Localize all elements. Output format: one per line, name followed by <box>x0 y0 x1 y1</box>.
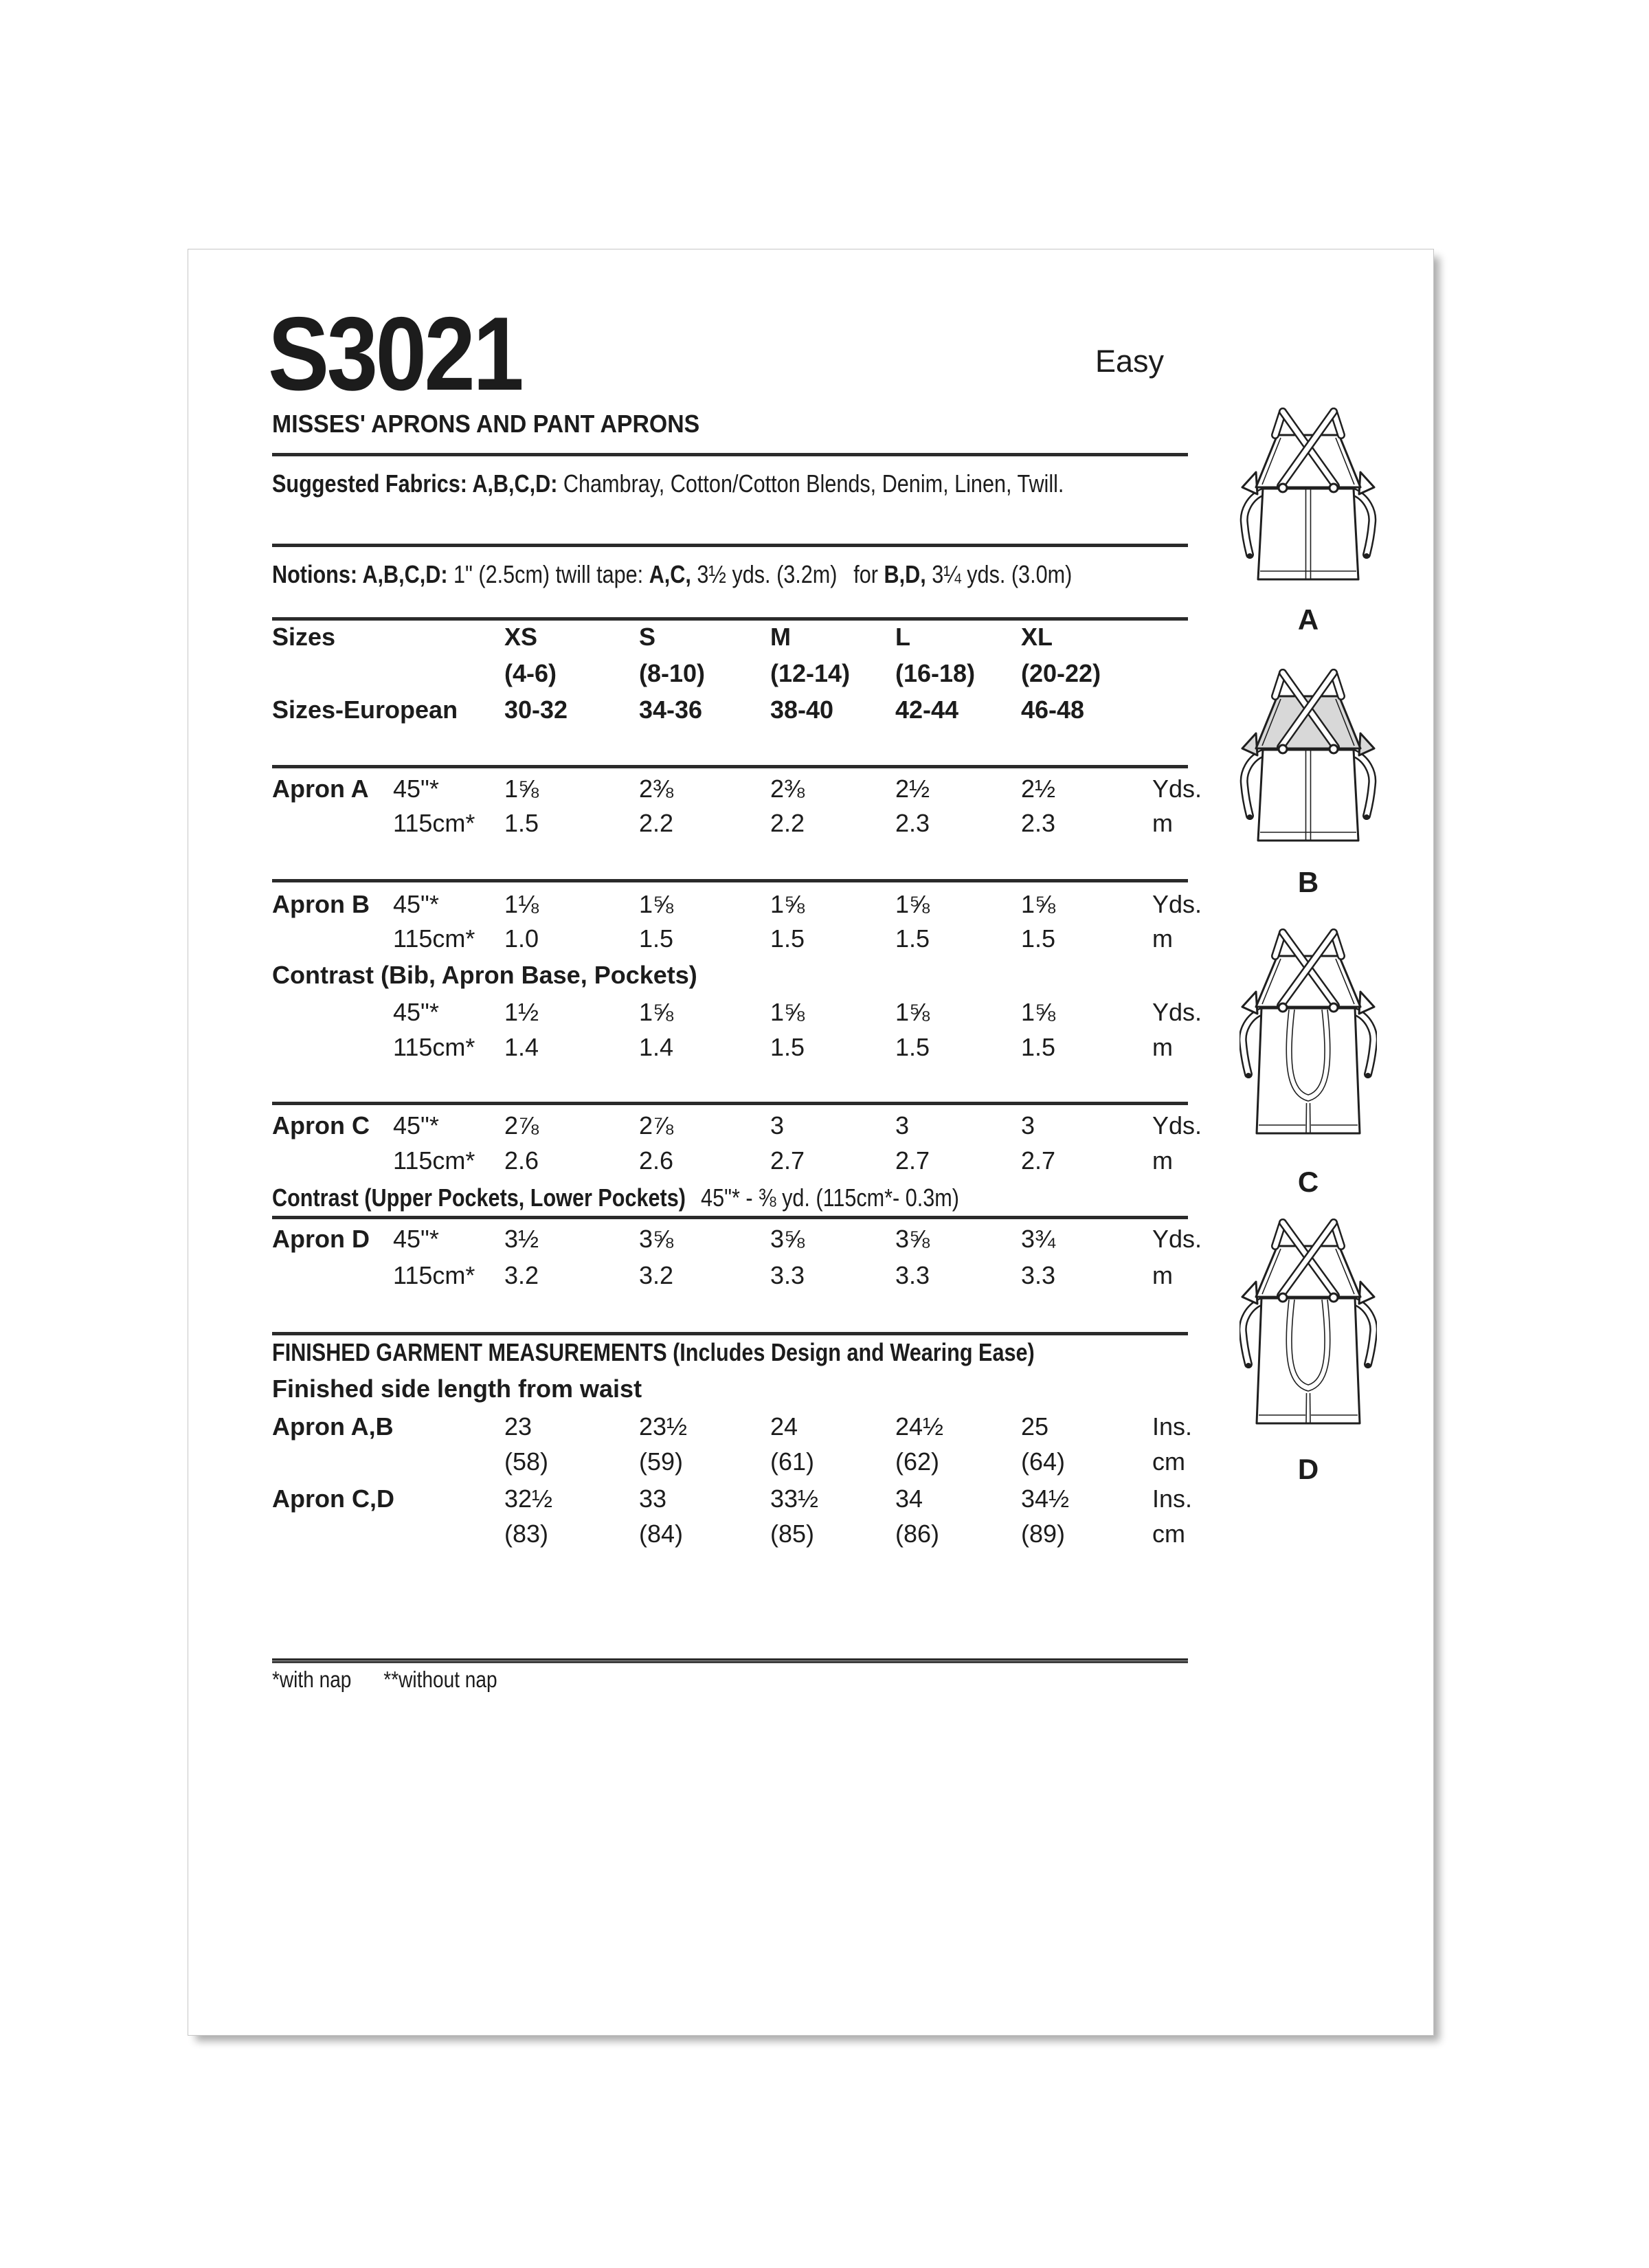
size-cell: 3¾ <box>1021 1225 1056 1253</box>
table-heading-text: Contrast (Upper Pockets, Lower Pockets) <box>272 1183 686 1212</box>
row-label <box>272 1449 393 1474</box>
size-cell: XL <box>1021 623 1053 651</box>
table-row-sizes-european <box>272 698 1262 722</box>
table-row-apron-b-yd <box>272 892 1262 917</box>
size-cell: (64) <box>1021 1447 1066 1476</box>
size-cell: 3½ <box>504 1225 539 1253</box>
size-cell: 1.5 <box>504 809 539 837</box>
apron-d-label: D <box>1297 1453 1319 1485</box>
size-cell: 1.5 <box>1021 924 1056 953</box>
difficulty-label: Easy <box>1095 344 1164 379</box>
table-row-finished-heading <box>272 1340 1169 1365</box>
text-segment: 3¼ yds. (3.0m) <box>932 560 1073 588</box>
size-cell: S <box>639 623 656 651</box>
size-cell: 1⅝ <box>770 890 805 918</box>
apron-c-label: C <box>1297 1166 1319 1198</box>
table-row-apron-d-yd <box>272 1227 1262 1252</box>
size-cell: 23 <box>504 1412 532 1441</box>
notions-text <box>272 560 1072 588</box>
table-row-apron-d-m <box>272 1263 1262 1288</box>
size-cell: 2.7 <box>895 1146 930 1175</box>
size-cell: 23½ <box>639 1412 688 1441</box>
width-cell: 115cm* <box>393 1033 475 1061</box>
table-row-apron-c-yd <box>272 1113 1262 1138</box>
size-cell: 2.2 <box>639 809 674 837</box>
unit-cell: Yds. <box>1152 890 1202 918</box>
row-label: Apron C <box>272 1111 370 1139</box>
size-cell: 34 <box>895 1485 923 1513</box>
width-cell: 45"* <box>393 1111 439 1139</box>
section-divider <box>272 453 1188 456</box>
size-cell: L <box>895 623 910 651</box>
width-cell: 115cm* <box>393 809 475 837</box>
size-cell: (59) <box>639 1447 684 1476</box>
row-label <box>272 811 393 836</box>
size-cell: (83) <box>504 1520 549 1548</box>
table-row-apron-a-yd <box>272 777 1262 801</box>
row-label: Apron D <box>272 1225 370 1253</box>
apron-d-illustration <box>1239 1219 1377 1438</box>
row-label: Apron B <box>272 890 370 918</box>
size-cell: 2.6 <box>639 1146 674 1175</box>
section-divider <box>272 544 1188 547</box>
section-divider <box>272 765 1188 768</box>
width-cell: 45"* <box>393 998 439 1026</box>
size-cell: 1.5 <box>895 924 930 953</box>
unit-cell: m <box>1152 1261 1173 1289</box>
unit-cell: m <box>1152 1033 1173 1061</box>
size-cell: (16-18) <box>895 659 976 687</box>
size-cell: 3 <box>1021 1111 1035 1139</box>
size-cell: 24 <box>770 1412 798 1441</box>
section-divider <box>272 1102 1188 1105</box>
row-label: Apron C,D <box>272 1485 394 1513</box>
size-cell: 3 <box>770 1111 785 1139</box>
table-row-size-ranges <box>272 661 1262 686</box>
row-label <box>272 1522 393 1546</box>
size-cell: 2½ <box>1021 775 1056 803</box>
size-cell: 2½ <box>895 775 930 803</box>
size-cell: 33 <box>639 1485 667 1513</box>
size-cell: 1½ <box>504 998 539 1026</box>
unit-cell: cm <box>1152 1447 1185 1476</box>
table-heading-text: Finished side length from waist <box>272 1375 642 1403</box>
table-row-contrast-bib-m <box>272 1035 1262 1060</box>
size-cell: 1⅝ <box>1021 890 1056 918</box>
row-label <box>272 926 393 951</box>
size-cell: 25 <box>1021 1412 1049 1441</box>
text-segment: 1" (2.5cm) twill tape: <box>453 560 649 588</box>
row-label: Apron A,B <box>272 1412 394 1441</box>
size-cell: 34-36 <box>639 696 703 724</box>
category-heading: MISSES' APRONS AND PANT APRONS <box>272 410 700 438</box>
width-cell <box>393 1414 504 1439</box>
size-cell: 3⅝ <box>770 1225 805 1253</box>
size-cell: 1.5 <box>895 1033 930 1061</box>
section-divider <box>272 879 1188 882</box>
size-cell: 1.4 <box>639 1033 674 1061</box>
size-cell: 1.4 <box>504 1033 539 1061</box>
apron-b-label: B <box>1297 866 1319 898</box>
apron-b-illustration <box>1239 667 1377 853</box>
table-row-contrast-bib-heading <box>272 963 697 988</box>
width-cell <box>393 1487 504 1511</box>
row-label: Sizes-European <box>272 696 458 724</box>
table-heading-note: 45"* - ⅜ yd. (115cm*- 0.3m) <box>701 1183 959 1212</box>
notions-line <box>272 560 1213 588</box>
suggested-fabrics-line <box>272 469 1204 498</box>
row-label <box>272 661 393 686</box>
size-cell: 1⅝ <box>1021 998 1056 1026</box>
size-cell: 3.3 <box>770 1261 805 1289</box>
size-cell: 1⅝ <box>895 998 930 1026</box>
size-cell: 2.2 <box>770 809 805 837</box>
text-segment: Chambray, Cotton/Cotton Blends, Denim, Linen, Twill. <box>563 469 1064 498</box>
size-cell: 2.3 <box>1021 809 1056 837</box>
unit-cell: Ins. <box>1152 1485 1193 1513</box>
row-label <box>272 1148 393 1173</box>
table-row-contrast-bib-yd <box>272 1000 1262 1025</box>
size-cell: 46-48 <box>1021 696 1085 724</box>
size-cell: 1.5 <box>770 924 805 953</box>
text-segment: 3½ yds. (3.2m) for <box>697 560 884 588</box>
size-cell: (8-10) <box>639 659 706 687</box>
size-cell: (89) <box>1021 1520 1066 1548</box>
size-cell: (4-6) <box>504 659 557 687</box>
size-cell: 3.2 <box>639 1261 674 1289</box>
size-cell: 1⅝ <box>895 890 930 918</box>
table-row-finished-cd-cm <box>272 1522 1262 1546</box>
size-cell: 30-32 <box>504 696 568 724</box>
size-cell: (62) <box>895 1447 940 1476</box>
text-segment: A,C, <box>649 560 697 588</box>
width-cell <box>393 661 504 686</box>
width-cell <box>393 698 504 722</box>
table-row-apron-b-m <box>272 926 1262 951</box>
size-cell: 2.7 <box>770 1146 805 1175</box>
width-cell: 45"* <box>393 775 439 803</box>
table-row-apron-c-m <box>272 1148 1262 1173</box>
size-cell: 38-40 <box>770 696 834 724</box>
table-row-finished-cd-in <box>272 1487 1262 1511</box>
size-cell: (84) <box>639 1520 684 1548</box>
row-label: Apron A <box>272 775 369 803</box>
size-cell: 2⅞ <box>504 1111 539 1139</box>
unit-cell: Ins. <box>1152 1412 1193 1441</box>
unit-cell: Yds. <box>1152 1225 1202 1253</box>
width-cell <box>393 1522 504 1546</box>
size-cell: (12-14) <box>770 659 851 687</box>
unit-cell: m <box>1152 924 1173 953</box>
width-cell <box>393 1449 504 1474</box>
size-cell: 32½ <box>504 1485 553 1513</box>
size-cell: (61) <box>770 1447 815 1476</box>
size-cell: 3 <box>895 1111 910 1139</box>
width-cell <box>393 625 504 649</box>
pattern-number: S3021 <box>268 296 522 412</box>
size-cell: (86) <box>895 1520 940 1548</box>
size-cell: 1⅝ <box>770 998 805 1026</box>
width-cell: 115cm* <box>393 924 475 953</box>
size-cell: 1⅝ <box>639 890 674 918</box>
size-cell: (85) <box>770 1520 815 1548</box>
table-heading-text: Contrast (Bib, Apron Base, Pockets) <box>272 961 697 989</box>
table-row-finished-subheading <box>272 1377 642 1401</box>
size-cell: 2⅜ <box>639 775 674 803</box>
footnote-without-nap: **without nap <box>383 1667 497 1692</box>
footnote-with-nap: *with nap <box>272 1667 352 1692</box>
table-row-sizes-header <box>272 625 1262 649</box>
size-cell: 1⅛ <box>504 890 539 918</box>
size-cell: 1.5 <box>1021 1033 1056 1061</box>
row-label <box>272 1000 393 1025</box>
size-cell: 2.6 <box>504 1146 539 1175</box>
size-cell: 1.0 <box>504 924 539 953</box>
unit-cell: Yds. <box>1152 775 1202 803</box>
width-cell: 115cm* <box>393 1261 475 1289</box>
pattern-envelope-page <box>188 249 1434 2036</box>
row-label: Sizes <box>272 623 336 651</box>
size-cell: 34½ <box>1021 1485 1070 1513</box>
size-cell: XS <box>504 623 538 651</box>
size-cell: 2.7 <box>1021 1146 1056 1175</box>
size-cell: 3⅝ <box>895 1225 930 1253</box>
size-cell: 33½ <box>770 1485 819 1513</box>
footnote <box>272 1667 537 1693</box>
table-row-contrast-pockets-heading <box>272 1183 1080 1212</box>
size-cell: 3.2 <box>504 1261 539 1289</box>
width-cell: 45"* <box>393 890 439 918</box>
width-cell: 45"* <box>393 1225 439 1253</box>
section-divider <box>272 1216 1188 1219</box>
apron-c-illustration <box>1239 929 1377 1148</box>
text-segment: B,D, <box>884 560 932 588</box>
size-cell: 2.3 <box>895 809 930 837</box>
size-cell: 1.5 <box>770 1033 805 1061</box>
size-cell: 1⅝ <box>504 775 539 803</box>
fabrics-text <box>272 469 1064 498</box>
unit-cell: Yds. <box>1152 998 1202 1026</box>
size-cell: 3.3 <box>895 1261 930 1289</box>
unit-cell: m <box>1152 809 1173 837</box>
unit-cell: m <box>1152 1146 1173 1175</box>
unit-cell: cm <box>1152 1520 1185 1548</box>
unit-cell: Yds. <box>1152 1111 1202 1139</box>
size-cell: 42-44 <box>895 696 959 724</box>
section-divider <box>272 617 1188 621</box>
row-label <box>272 1263 393 1288</box>
size-cell: (58) <box>504 1447 549 1476</box>
size-cell: 2⅜ <box>770 775 805 803</box>
table-row-finished-ab-cm <box>272 1449 1262 1474</box>
section-divider <box>272 1332 1188 1335</box>
apron-a-illustration <box>1239 406 1377 592</box>
size-cell: 3.3 <box>1021 1261 1056 1289</box>
size-cell: 1.5 <box>639 924 674 953</box>
size-cell: 24½ <box>895 1412 944 1441</box>
apron-a-label: A <box>1297 603 1319 636</box>
text-segment: Suggested Fabrics: A,B,C,D: <box>272 469 563 498</box>
width-cell: 115cm* <box>393 1146 475 1175</box>
section-divider <box>272 1658 1188 1663</box>
size-cell: M <box>770 623 791 651</box>
size-cell: 1⅝ <box>639 998 674 1026</box>
size-cell: 2⅞ <box>639 1111 674 1139</box>
text-segment: Notions: A,B,C,D: <box>272 560 454 588</box>
table-row-finished-ab-in <box>272 1414 1262 1439</box>
row-label <box>272 1035 393 1060</box>
table-heading-text: FINISHED GARMENT MEASUREMENTS (Includes Design and Wearing Ease) <box>272 1338 1035 1366</box>
size-cell: 3⅝ <box>639 1225 674 1253</box>
size-cell: (20-22) <box>1021 659 1101 687</box>
table-row-apron-a-m <box>272 811 1262 836</box>
